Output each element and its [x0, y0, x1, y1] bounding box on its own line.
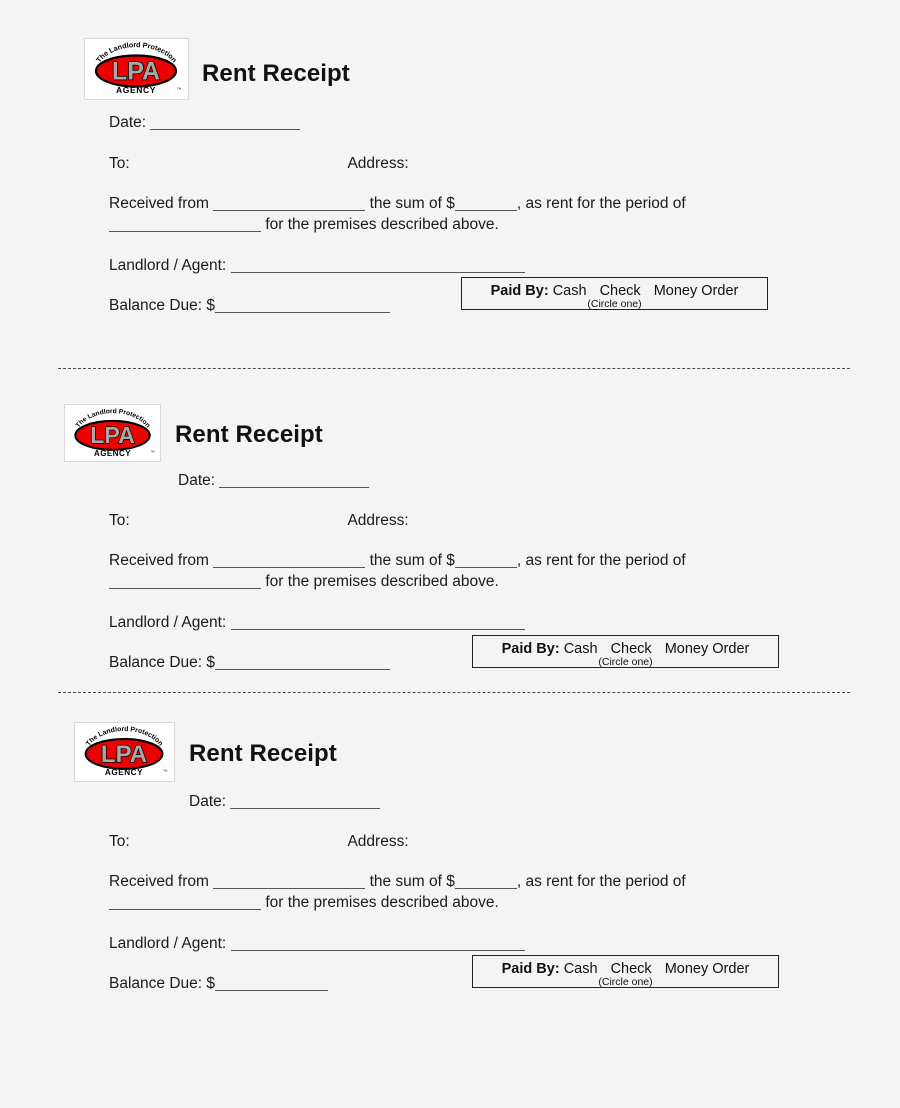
logo-monogram: LPA: [100, 741, 148, 769]
lpa-logo-graphic: [67, 407, 159, 460]
landlord-label: Landlord / Agent:: [109, 934, 227, 952]
circle-one-note-3: (Circle one): [598, 976, 653, 988]
balance-label: Balance Due: $: [109, 974, 215, 992]
balance-label: Balance Due: $: [109, 296, 215, 314]
receipt-block-2: [0, 404, 900, 672]
address-label: Address:: [347, 155, 409, 173]
paid-by-label: Paid By:: [501, 641, 560, 657]
lpa-logo: [74, 722, 175, 782]
sum-amount-blank[interactable]: [455, 567, 517, 568]
logo-bottom-text: AGENCY: [104, 768, 144, 778]
premises-line-2: [109, 572, 900, 591]
balance-label: Balance Due: $: [109, 653, 215, 671]
period-blank[interactable]: [109, 588, 261, 589]
to-label: To:: [109, 512, 130, 530]
paid-by-option-money-order[interactable]: Money Order: [653, 283, 739, 299]
paid-by-option-cash[interactable]: Cash: [552, 283, 587, 299]
paid-by-box-2[interactable]: [472, 635, 779, 668]
lpa-logo: [64, 404, 161, 462]
to-address-line-1: [109, 154, 900, 173]
receipt-header-1: [84, 38, 900, 100]
balance-blank[interactable]: [215, 990, 328, 991]
receipt-divider-1: [58, 368, 850, 369]
premises-label: for the premises described above.: [265, 573, 499, 591]
receipt-block-1: [0, 38, 900, 315]
page-title: Rent Receipt: [175, 421, 323, 448]
premises-line-3: [109, 893, 900, 912]
logo-bottom-text: AGENCY: [93, 448, 131, 458]
paid-by-option-check[interactable]: Check: [599, 283, 641, 299]
paid-by-option-cash[interactable]: Cash: [563, 641, 598, 657]
lpa-logo: [84, 38, 189, 100]
logo-trademark: ™: [176, 87, 182, 93]
balance-blank[interactable]: [215, 669, 390, 670]
paid-by-options-1: [462, 283, 767, 299]
logo-bottom-text: AGENCY: [116, 85, 156, 95]
date-label: Date:: [109, 114, 147, 131]
sum-amount-blank[interactable]: [455, 210, 517, 211]
logo-monogram: LPA: [111, 57, 161, 86]
circle-one-note-2: (Circle one): [598, 656, 653, 668]
logo-arc-text: The Landlord Protection: [94, 41, 179, 65]
paid-by-label: Paid By:: [490, 283, 549, 299]
to-label: To:: [109, 833, 130, 851]
received-from-blank[interactable]: [213, 210, 365, 211]
landlord-blank[interactable]: [231, 272, 525, 273]
landlord-blank[interactable]: [231, 629, 525, 630]
sum-of-label: the sum of $: [369, 551, 455, 569]
received-from-label: Received from: [109, 872, 209, 890]
logo-trademark: ™: [149, 449, 155, 455]
paid-by-option-cash[interactable]: Cash: [563, 961, 598, 977]
landlord-label: Landlord / Agent:: [109, 256, 227, 274]
premises-label: for the premises described above.: [265, 216, 499, 234]
page-title: Rent Receipt: [202, 60, 350, 87]
landlord-line-2: [109, 613, 900, 632]
logo-trademark: ™: [162, 770, 168, 776]
landlord-blank[interactable]: [231, 950, 525, 951]
address-label: Address:: [347, 512, 409, 530]
date-label: Date:: [189, 793, 227, 810]
received-from-blank[interactable]: [213, 888, 365, 889]
circle-one-note-1: (Circle one): [587, 298, 642, 310]
date-blank[interactable]: [150, 129, 300, 130]
paid-by-box-1[interactable]: [461, 277, 768, 310]
received-from-line-3: [109, 872, 900, 891]
address-label: Address:: [347, 833, 409, 851]
lpa-logo-graphic: [87, 41, 186, 97]
premises-label: for the premises described above.: [265, 894, 499, 912]
paid-by-box-3[interactable]: [472, 955, 779, 988]
paid-by-option-check[interactable]: Check: [610, 641, 652, 657]
as-rent-label: , as rent for the period of: [516, 551, 686, 569]
received-from-line-2: [109, 551, 900, 570]
logo-arc-text: The Landlord Protection: [85, 725, 164, 748]
date-line-3: [189, 792, 900, 811]
period-blank[interactable]: [109, 231, 261, 232]
to-address-line-3: [109, 832, 900, 851]
received-from-label: Received from: [109, 551, 209, 569]
lpa-logo-graphic: [77, 725, 172, 779]
logo-monogram: LPA: [89, 421, 135, 448]
received-from-line-1: [109, 194, 900, 213]
paid-by-label: Paid By:: [501, 961, 560, 977]
paid-by-option-money-order[interactable]: Money Order: [664, 641, 750, 657]
logo-arc-text: The Landlord Protection: [74, 407, 151, 429]
to-label: To:: [109, 155, 130, 173]
date-blank[interactable]: [230, 808, 380, 809]
as-rent-label: , as rent for the period of: [516, 194, 686, 212]
landlord-label: Landlord / Agent:: [109, 613, 227, 631]
balance-blank[interactable]: [215, 312, 390, 313]
period-blank[interactable]: [109, 909, 261, 910]
receipt-block-3: [0, 722, 900, 993]
as-rent-label: , as rent for the period of: [516, 872, 686, 890]
landlord-line-1: [109, 256, 900, 275]
sum-of-label: the sum of $: [369, 194, 455, 212]
premises-line-1: [109, 215, 900, 234]
landlord-line-3: [109, 934, 900, 953]
sum-amount-blank[interactable]: [455, 888, 517, 889]
page-title: Rent Receipt: [189, 740, 337, 767]
sum-of-label: the sum of $: [369, 872, 455, 890]
date-line-1: [109, 113, 900, 132]
paid-by-options-3: [473, 961, 778, 977]
date-line-2: [178, 471, 900, 490]
paid-by-option-money-order[interactable]: Money Order: [664, 961, 750, 977]
receipt-header-3: [74, 722, 900, 782]
to-address-line-2: [109, 511, 900, 530]
received-from-label: Received from: [109, 194, 209, 212]
receipt-header-2: [64, 404, 900, 462]
date-label: Date:: [178, 472, 216, 489]
receipt-divider-2: [58, 692, 850, 693]
paid-by-option-check[interactable]: Check: [610, 961, 652, 977]
received-from-blank[interactable]: [213, 567, 365, 568]
date-blank[interactable]: [219, 487, 369, 488]
paid-by-options-2: [473, 641, 778, 657]
